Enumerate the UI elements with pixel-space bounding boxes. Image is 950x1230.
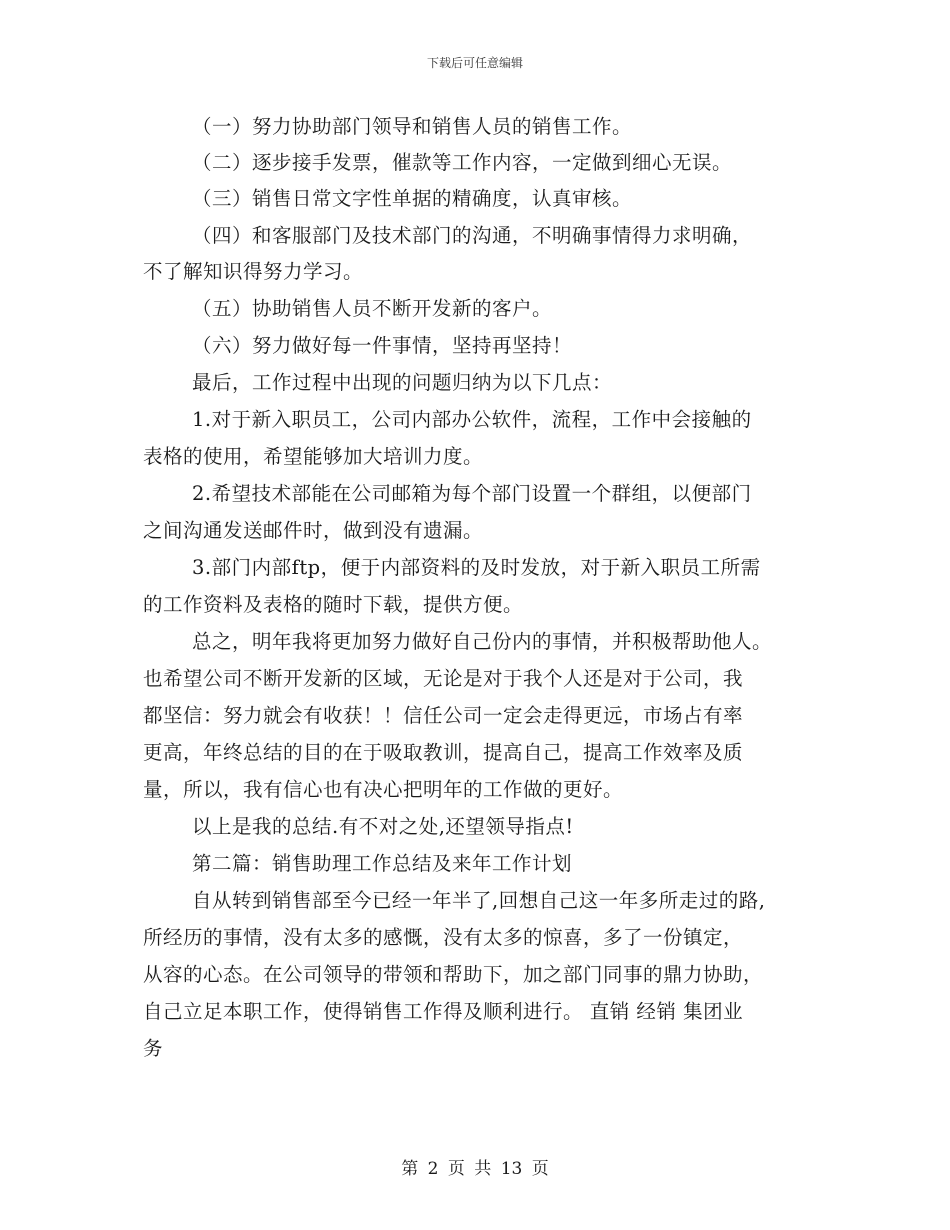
paragraph-line: 总之，明年我将更加努力做好自己份内的事情，并积极帮助他人。 <box>192 630 773 653</box>
paragraph-line: 从容的心态。在公司领导的带领和帮助下，加之部门同事的鼎力协助， <box>143 963 764 986</box>
page-number-footer: 第 2 页 共 13 页 <box>401 1159 549 1179</box>
paragraph-line: 2.希望技术部能在公司邮箱为每个部门设置一个群组，以便部门 <box>192 482 752 505</box>
paragraph-line: 自己立足本职工作，使得销售工作得及顺利进行。 直销 经销 集团业 <box>143 1000 744 1023</box>
paragraph-line: 表格的使用，希望能够加大培训力度。 <box>143 445 484 468</box>
paragraph-line: （五）协助销售人员不断开发新的客户。 <box>192 297 553 320</box>
paragraph-line: 更高，年终总结的目的在于吸取教训，提高自己，提高工作效率及质 <box>143 741 744 764</box>
paragraph-line: 的工作资料及表格的随时下载，提供方便。 <box>143 593 524 616</box>
paragraph-line: 量，所以，我有信心也有决心把明年的工作做的更好。 <box>143 778 624 801</box>
paragraph-line: （二）逐步接手发票，催款等工作内容，一定做到细心无误。 <box>192 151 733 174</box>
paragraph-line: 3.部门内部ftp，便于内部资料的及时发放，对于新入职员工所需 <box>192 556 761 579</box>
paragraph-line: 都坚信：努力就会有收获！！信任公司一定会走得更远，市场占有率 <box>143 704 744 727</box>
paragraph-line: 1.对于新入职员工，公司内部办公软件，流程，工作中会接触的 <box>192 408 752 431</box>
paragraph-line: 务 <box>143 1037 164 1060</box>
paragraph-line: （四）和客服部门及技术部门的沟通，不明确事情得力求明确， <box>192 224 753 247</box>
paragraph-line: （六）努力做好每一件事情，坚持再坚持！ <box>192 334 573 357</box>
paragraph-line: 所经历的事情，没有太多的感慨，没有太多的惊喜，多了一份镇定， <box>143 926 744 949</box>
paragraph-line: （三）销售日常文字性单据的精确度，认真审核。 <box>192 187 633 210</box>
section-heading: 第二篇：销售助理工作总结及来年工作计划 <box>192 852 573 875</box>
paragraph-line: 也希望公司不断开发新的区域，无论是对于我个人还是对于公司，我 <box>143 667 744 690</box>
paragraph-line: 以上是我的总结.有不对之处,还望领导指点! <box>192 815 574 838</box>
paragraph-line: 不了解知识得努力学习。 <box>143 260 364 283</box>
paragraph-line: 最后，工作过程中出现的问题归纳为以下几点： <box>192 371 613 394</box>
page-header-note: 下载后可任意编辑 <box>426 56 523 70</box>
paragraph-line: 之间沟通发送邮件时，做到没有遗漏。 <box>143 519 484 542</box>
paragraph-line: 自从转到销售部至今已经一年半了,回想自己这一年多所走过的路, <box>192 889 766 912</box>
paragraph-line: （一）努力协助部门领导和销售人员的销售工作。 <box>192 115 633 138</box>
